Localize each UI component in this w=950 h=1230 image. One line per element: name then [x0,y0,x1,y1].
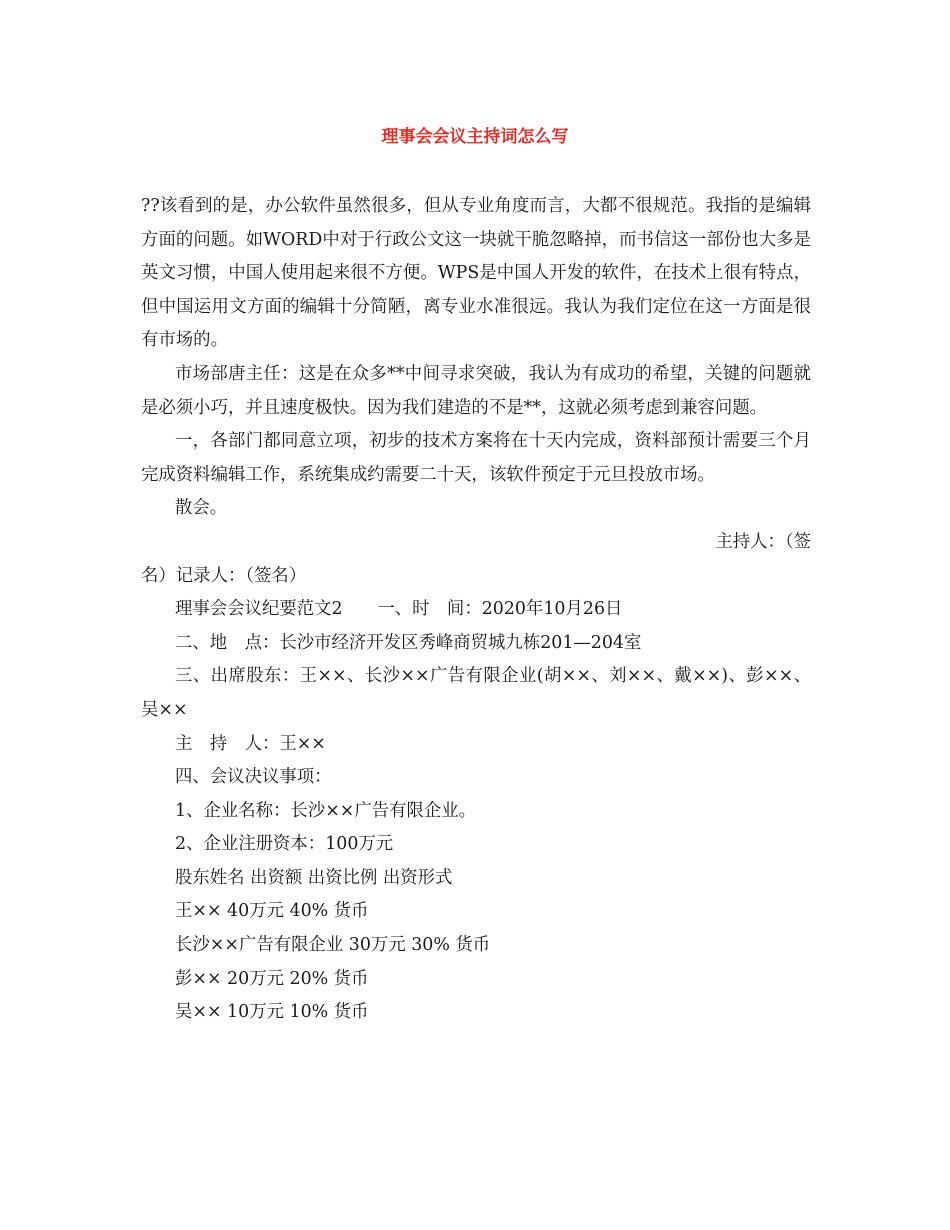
paragraph: 三、出席股东：王××、长沙××广告有限企业(胡××、刘××、戴××)、彭××、吴×× [141,666,811,720]
table-row: 彭×× 20万元 20% 货币 [175,968,369,989]
table-header-line: 股东姓名 出资额 出资比例 出资形式 [175,867,453,888]
paragraph: 一，各部门都同意立项，初步的技术方案将在十天内完成，资料部预计需要三个月完成资料编辑工作，系统集成约需要二十天，该软件预定于元旦投放市场。 [141,431,811,485]
paragraph: 散会。 [175,498,228,519]
paragraph: 理事会会议纪要范文2 一、时 间：2020年10月26日 [175,599,623,620]
recorder-signature-line: 名）记录人：（签名） [141,565,307,586]
paragraph: ??该看到的是，办公软件虽然很多，但从专业角度而言，大都不很规范。我指的是编辑方面的问题。如WORD中对于行政公文这一块就干脆忽略掉，而书信这一部份也大多是英文习惯，中国人使用起来很不方便。WPS是中国人开发的软件，在技术上很有特点，但中国运用文方面的编辑十分简陋，离专业水准很远。我认为我们定位在这一方面是很有市场的。 [141,196,811,351]
paragraph: 四、会议决议事项： [175,767,332,788]
paragraph: 市场部唐主任：这是在众多**中间寻求突破，我认为有成功的希望，关键的问题就是必须小巧，并且速度极快。因为我们建造的不是**，这就必须考虑到兼容问题。 [141,363,811,418]
table-row: 吴×× 10万元 10% 货币 [175,1002,369,1023]
host-signature-line: 主持人：（签 [715,531,811,552]
paragraph: 二、地 点：长沙市经济开发区秀峰商贸城九栋201—204室 [175,632,642,653]
list-item: 1、企业名称：长沙××广告有限企业。 [175,800,477,821]
document-body [141,190,811,1030]
list-item: 2、企业注册资本：100万元 [175,834,394,855]
table-row: 王×× 40万元 40% 货币 [175,901,369,922]
table-row: 长沙××广告有限企业 30万元 30% 货币 [175,935,491,956]
paragraph: 主 持 人：王×× [175,733,326,754]
document-title: 理事会会议主持词怎么写 [381,127,569,147]
